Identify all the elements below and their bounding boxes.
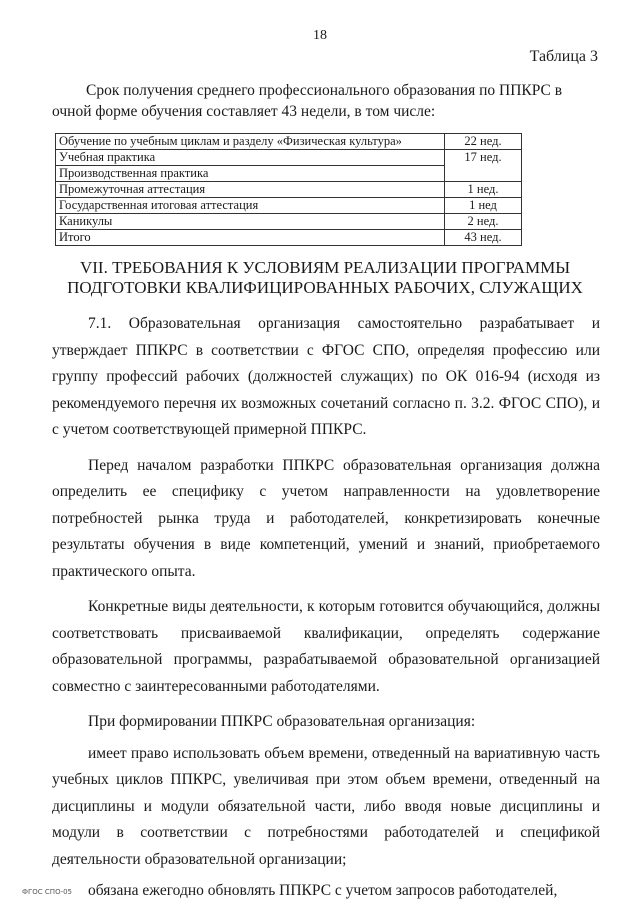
paragraph-right: имеет право использовать объем времени, отведенный на вариативную часть учебных циклов ППКРС, увеличивая при этом объем времени, отведенный на дисциплины и модули обязательной части, либо вводя новые дисциплины и модули в соответствии с потребностями работодателей и спецификой деятельности образовательной организации; [52, 744, 600, 868]
table-cell-label: Итого [56, 230, 445, 246]
intro-paragraph: Срок получения среднего профессионального образования по ППКРС в очной форме обучения составляет 43 недели, в том числе: [52, 82, 563, 120]
section-heading-line-1: VII. ТРЕБОВАНИЯ К УСЛОВИЯМ РЕАЛИЗАЦИИ ПРОГРАММЫ [79, 258, 571, 277]
table-cell-label: Государственная итоговая аттестация [56, 198, 445, 214]
section-heading [60, 258, 590, 298]
paragraph-obligation: обязана ежегодно обновлять ППКРС с учетом запросов работодателей, [88, 882, 558, 899]
table-cell-value: 43 нед. [445, 230, 522, 246]
table-cell-label: Обучение по учебным циклам и разделу «Физическая культура» [56, 134, 445, 150]
table-cell-value: 1 нед. [445, 182, 522, 198]
table-cell-label: Производственная практика [56, 166, 445, 182]
table-row [56, 182, 522, 198]
paragraph-formation: При формировании ППКРС образовательная организация: [88, 713, 476, 730]
footer-code: ФГОС СПО-05 [22, 888, 73, 896]
intro-text [52, 80, 600, 122]
table-row [56, 150, 522, 166]
table-cell-label: Каникулы [56, 214, 445, 230]
table-cell-label: Учебная практика [56, 150, 445, 166]
table-cell-value: 22 нед. [445, 134, 522, 150]
table-cell-value: 1 нед [445, 198, 522, 214]
table-row [56, 230, 522, 246]
section-heading-line-2: ПОДГОТОВКИ КВАЛИФИЦИРОВАННЫХ РАБОЧИХ, СЛУЖАЩИХ [67, 278, 583, 297]
paragraph-specifics: Перед началом разработки ППКРС образовательная организация должна определить ее специфику с учетом направленности на удовлетворение потребностей рынка труда и работодателей, конкретизировать конечные результаты обучения в виде компетенций, умений и знаний, приобретаемого практического опыта. [52, 456, 600, 580]
page-number: 18 [313, 28, 327, 43]
table-label: Таблица 3 [529, 48, 598, 65]
table-row [56, 214, 522, 230]
body-text [52, 311, 600, 914]
table-row [56, 134, 522, 150]
paragraph-activities: Конкретные виды деятельности, к которым готовится обучающийся, должны соответствовать присваиваемой квалификации, определять содержание образовательной программы, разрабатываемой образовательной организацией совместно с заинтересованными работодателями. [52, 598, 600, 695]
terms-table [55, 133, 522, 246]
table-cell-value: 17 нед. [445, 150, 522, 182]
table-row [56, 198, 522, 214]
paragraph-7-1: 7.1. Образовательная организация самостоятельно разрабатывает и утверждает ППКРС в соответствии с ФГОС СПО, определяя профессию или группу профессий рабочих (должностей служащих) по ОК 016-94 (исходя из рекомендуемого перечня их возможных сочетаний согласно п. 3.2. ФГОС СПО), и с учетом соответствующей примерной ППКРС. [52, 315, 600, 438]
table-cell-value: 2 нед. [445, 214, 522, 230]
table-cell-label: Промежуточная аттестация [56, 182, 445, 198]
